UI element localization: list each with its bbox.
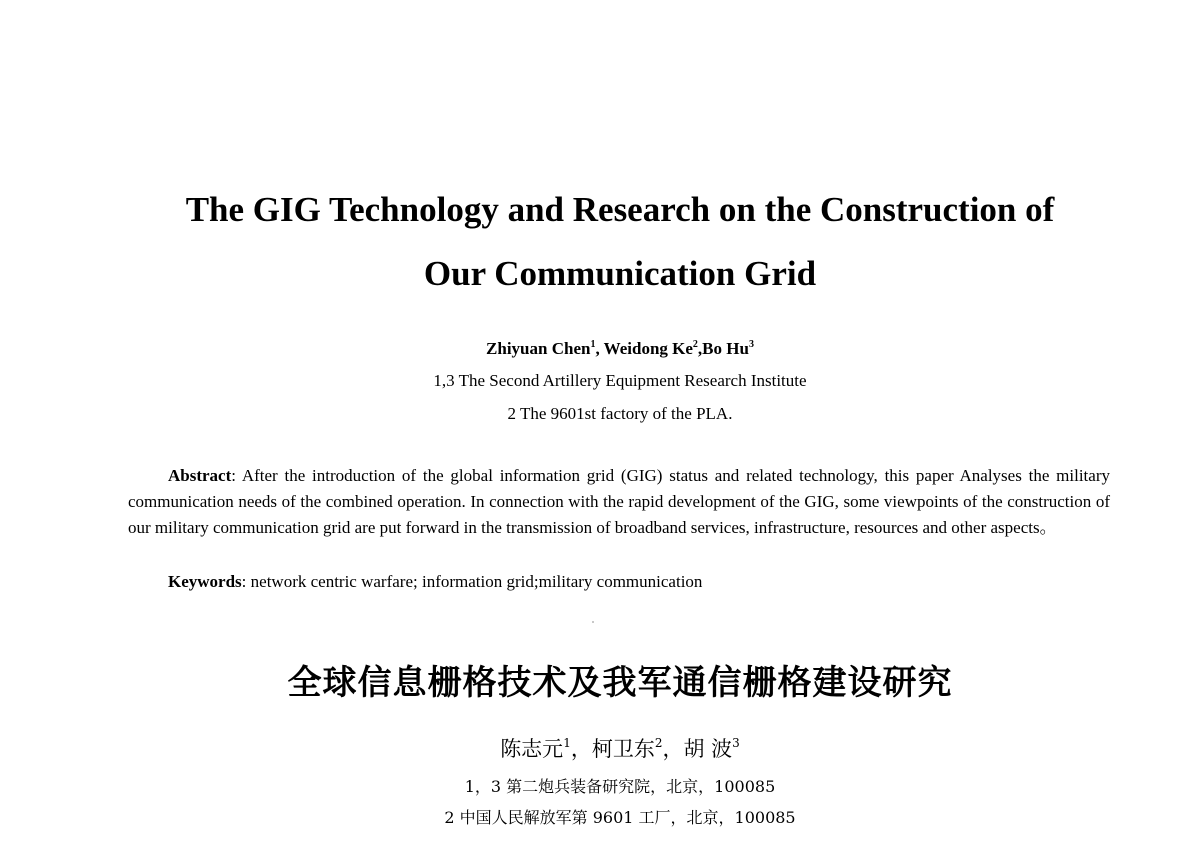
authors-cn [0, 735, 1200, 763]
keywords-label: Keywords [168, 572, 242, 591]
affiliation-cn-2: 2 中国人民解放军第 9601 工厂，北京，100085 [444, 808, 796, 827]
author-cn: 柯卫东$^2$， [591, 736, 684, 761]
keywords-line: Keywords: network centric warfare; information grid;military communication [168, 572, 703, 591]
scan-speck [592, 621, 594, 623]
affiliation-cn-1: 1，3 第二炮兵装备研究院，北京，100085 [464, 777, 776, 796]
paper-title-en [0, 178, 1200, 306]
keywords-text: network centric warfare; information grid;military communication [250, 572, 703, 591]
title-en-line-2: Our Communication Grid [423, 254, 817, 293]
abstract-paragraph: Abstract: After the introduction of the global information grid (GIG) status and related technology, this paper Analyses the military communication needs of the combined operation. In connection with the rapid development of the GIG, some viewpoints of the construction of our military communication grid are put forward in the transmission of broadband services, infrastructure, resources and other aspects。 [128, 466, 1110, 537]
author-en: Weidong Ke$^2$, [603, 339, 703, 358]
author-en: Bo Hu$^3$ [702, 339, 754, 358]
abstract-label: Abstract [168, 466, 232, 485]
affiliation-en-1: 1,3 The Second Artillery Equipment Research Institute [433, 371, 807, 390]
title-en-line-1: The GIG Technology and Research on the Construction of [185, 190, 1055, 229]
author-en: Zhiyuan Chen$^1$, [486, 339, 604, 358]
affiliation-en-2: 2 The 9601st factory of the PLA. [507, 404, 733, 423]
authors-en [0, 338, 1200, 360]
author-cn: 胡 波$^3$ [683, 736, 740, 761]
paper-title-cn: 全球信息栅格技术及我军通信栅格建设研究 [287, 663, 953, 703]
author-cn: 陈志元$^1$， [500, 736, 592, 761]
abstract-text: After the introduction of the global information grid (GIG) status and related technology, this paper Analyses the military communication needs of the combined operation. In connection with the rapid development of the GIG, some viewpoints of the construction of our military communication grid are put forward in the transmission of broadband services, infrastructure, resources and other aspects。 [128, 466, 1110, 537]
